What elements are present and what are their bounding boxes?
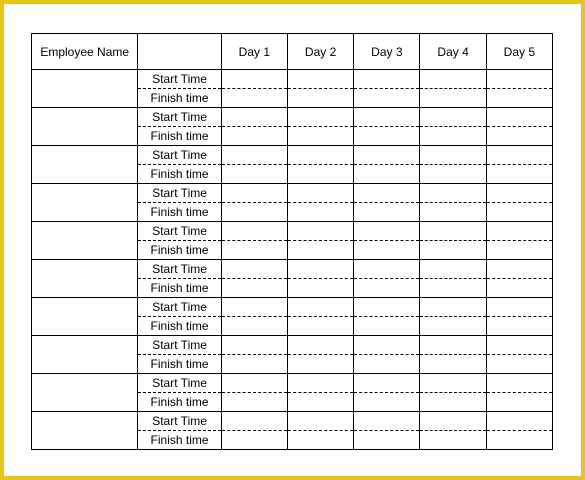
day-5-header: Day 5 — [486, 34, 552, 70]
employee-start-row — [32, 222, 553, 241]
finish-time-day-1-cell[interactable] — [221, 241, 287, 260]
finish-time-day-1-cell[interactable] — [221, 89, 287, 108]
employee-name-cell[interactable] — [32, 260, 138, 298]
finish-time-day-3-cell[interactable] — [354, 165, 420, 184]
start-time-day-4-cell[interactable] — [420, 108, 486, 127]
finish-time-day-1-cell[interactable] — [221, 279, 287, 298]
employee-start-row — [32, 108, 553, 127]
finish-time-day-5-cell[interactable] — [486, 241, 552, 260]
employee-start-row — [32, 298, 553, 317]
label-column-header — [138, 34, 221, 70]
start-time-day-2-cell[interactable] — [287, 336, 353, 355]
employee-name-cell[interactable] — [32, 374, 138, 412]
timesheet-sheet — [31, 33, 553, 450]
finish-time-label: Finish time — [138, 355, 221, 374]
finish-time-day-2-cell[interactable] — [287, 127, 353, 146]
finish-time-day-2-cell[interactable] — [287, 165, 353, 184]
start-time-day-3-cell[interactable] — [354, 184, 420, 203]
start-time-day-5-cell[interactable] — [486, 108, 552, 127]
start-time-day-1-cell[interactable] — [221, 336, 287, 355]
finish-time-day-4-cell[interactable] — [420, 203, 486, 222]
start-time-day-5-cell[interactable] — [486, 222, 552, 241]
finish-time-label: Finish time — [138, 317, 221, 336]
finish-time-day-3-cell[interactable] — [354, 355, 420, 374]
start-time-day-3-cell[interactable] — [354, 70, 420, 89]
start-time-label: Start Time — [138, 336, 221, 355]
start-time-day-1-cell[interactable] — [221, 70, 287, 89]
start-time-day-4-cell[interactable] — [420, 336, 486, 355]
start-time-day-3-cell[interactable] — [354, 222, 420, 241]
finish-time-label: Finish time — [138, 279, 221, 298]
finish-time-day-2-cell[interactable] — [287, 431, 353, 450]
finish-time-day-1-cell[interactable] — [221, 393, 287, 412]
finish-time-day-1-cell[interactable] — [221, 355, 287, 374]
start-time-day-1-cell[interactable] — [221, 184, 287, 203]
day-4-header: Day 4 — [420, 34, 486, 70]
employee-name-cell[interactable] — [32, 146, 138, 184]
start-time-day-4-cell[interactable] — [420, 184, 486, 203]
start-time-day-3-cell[interactable] — [354, 374, 420, 393]
start-time-day-2-cell[interactable] — [287, 298, 353, 317]
finish-time-day-4-cell[interactable] — [420, 127, 486, 146]
start-time-day-2-cell[interactable] — [287, 374, 353, 393]
start-time-day-4-cell[interactable] — [420, 298, 486, 317]
start-time-day-4-cell[interactable] — [420, 222, 486, 241]
start-time-label: Start Time — [138, 70, 221, 89]
start-time-day-1-cell[interactable] — [221, 374, 287, 393]
start-time-day-1-cell[interactable] — [221, 146, 287, 165]
start-time-day-4-cell[interactable] — [420, 260, 486, 279]
employee-name-cell[interactable] — [32, 298, 138, 336]
finish-time-day-4-cell[interactable] — [420, 165, 486, 184]
finish-time-day-4-cell[interactable] — [420, 279, 486, 298]
employee-start-row — [32, 336, 553, 355]
start-time-day-4-cell[interactable] — [420, 146, 486, 165]
finish-time-day-5-cell[interactable] — [486, 431, 552, 450]
finish-time-day-1-cell[interactable] — [221, 317, 287, 336]
start-time-day-2-cell[interactable] — [287, 184, 353, 203]
employee-start-row — [32, 412, 553, 431]
finish-time-day-4-cell[interactable] — [420, 241, 486, 260]
start-time-day-1-cell[interactable] — [221, 298, 287, 317]
start-time-day-5-cell[interactable] — [486, 70, 552, 89]
finish-time-label: Finish time — [138, 127, 221, 146]
day-1-header: Day 1 — [221, 34, 287, 70]
finish-time-label: Finish time — [138, 89, 221, 108]
start-time-day-3-cell[interactable] — [354, 412, 420, 431]
employee-start-row — [32, 260, 553, 279]
employee-start-row — [32, 374, 553, 393]
finish-time-day-5-cell[interactable] — [486, 165, 552, 184]
start-time-day-3-cell[interactable] — [354, 298, 420, 317]
employee-name-cell[interactable] — [32, 108, 138, 146]
finish-time-day-5-cell[interactable] — [486, 203, 552, 222]
finish-time-day-5-cell[interactable] — [486, 317, 552, 336]
finish-time-day-1-cell[interactable] — [221, 203, 287, 222]
start-time-day-3-cell[interactable] — [354, 336, 420, 355]
start-time-label: Start Time — [138, 108, 221, 127]
finish-time-day-3-cell[interactable] — [354, 393, 420, 412]
finish-time-day-2-cell[interactable] — [287, 355, 353, 374]
timesheet-table — [31, 33, 553, 450]
employee-name-cell[interactable] — [32, 184, 138, 222]
finish-time-label: Finish time — [138, 393, 221, 412]
finish-time-day-4-cell[interactable] — [420, 317, 486, 336]
start-time-day-1-cell[interactable] — [221, 412, 287, 431]
employee-name-cell[interactable] — [32, 70, 138, 108]
finish-time-day-4-cell[interactable] — [420, 431, 486, 450]
finish-time-day-3-cell[interactable] — [354, 241, 420, 260]
employee-start-row — [32, 146, 553, 165]
employee-name-header: Employee Name — [32, 34, 138, 70]
start-time-label: Start Time — [138, 298, 221, 317]
start-time-day-5-cell[interactable] — [486, 260, 552, 279]
start-time-label: Start Time — [138, 260, 221, 279]
finish-time-label: Finish time — [138, 203, 221, 222]
finish-time-day-3-cell[interactable] — [354, 89, 420, 108]
start-time-day-5-cell[interactable] — [486, 374, 552, 393]
employee-start-row — [32, 70, 553, 89]
start-time-day-5-cell[interactable] — [486, 412, 552, 431]
day-2-header: Day 2 — [287, 34, 353, 70]
employee-start-row — [32, 184, 553, 203]
finish-time-day-5-cell[interactable] — [486, 89, 552, 108]
employee-name-cell[interactable] — [32, 222, 138, 260]
finish-time-day-4-cell[interactable] — [420, 89, 486, 108]
finish-time-day-3-cell[interactable] — [354, 317, 420, 336]
finish-time-label: Finish time — [138, 241, 221, 260]
start-time-day-5-cell[interactable] — [486, 184, 552, 203]
finish-time-day-4-cell[interactable] — [420, 355, 486, 374]
finish-time-day-3-cell[interactable] — [354, 127, 420, 146]
start-time-day-1-cell[interactable] — [221, 260, 287, 279]
start-time-day-2-cell[interactable] — [287, 146, 353, 165]
finish-time-label: Finish time — [138, 431, 221, 450]
finish-time-day-5-cell[interactable] — [486, 127, 552, 146]
start-time-day-5-cell[interactable] — [486, 146, 552, 165]
day-3-header: Day 3 — [354, 34, 420, 70]
timesheet-body — [32, 70, 553, 450]
finish-time-day-4-cell[interactable] — [420, 393, 486, 412]
finish-time-day-2-cell[interactable] — [287, 393, 353, 412]
employee-name-cell[interactable] — [32, 336, 138, 374]
start-time-day-2-cell[interactable] — [287, 412, 353, 431]
finish-time-day-3-cell[interactable] — [354, 203, 420, 222]
finish-time-day-5-cell[interactable] — [486, 355, 552, 374]
start-time-day-1-cell[interactable] — [221, 222, 287, 241]
finish-time-day-5-cell[interactable] — [486, 279, 552, 298]
start-time-day-3-cell[interactable] — [354, 146, 420, 165]
start-time-label: Start Time — [138, 222, 221, 241]
finish-time-day-5-cell[interactable] — [486, 393, 552, 412]
finish-time-day-1-cell[interactable] — [221, 165, 287, 184]
start-time-day-4-cell[interactable] — [420, 374, 486, 393]
start-time-day-4-cell[interactable] — [420, 70, 486, 89]
start-time-day-4-cell[interactable] — [420, 412, 486, 431]
finish-time-day-3-cell[interactable] — [354, 431, 420, 450]
start-time-label: Start Time — [138, 184, 221, 203]
finish-time-day-2-cell[interactable] — [287, 89, 353, 108]
header-row — [32, 34, 553, 70]
finish-time-day-2-cell[interactable] — [287, 241, 353, 260]
employee-name-cell[interactable] — [32, 412, 138, 450]
start-time-label: Start Time — [138, 146, 221, 165]
start-time-day-2-cell[interactable] — [287, 70, 353, 89]
finish-time-day-1-cell[interactable] — [221, 431, 287, 450]
start-time-day-5-cell[interactable] — [486, 336, 552, 355]
start-time-day-2-cell[interactable] — [287, 260, 353, 279]
start-time-day-2-cell[interactable] — [287, 222, 353, 241]
finish-time-day-1-cell[interactable] — [221, 127, 287, 146]
start-time-day-5-cell[interactable] — [486, 298, 552, 317]
start-time-day-3-cell[interactable] — [354, 260, 420, 279]
finish-time-day-2-cell[interactable] — [287, 203, 353, 222]
finish-time-label: Finish time — [138, 165, 221, 184]
start-time-day-3-cell[interactable] — [354, 108, 420, 127]
start-time-day-1-cell[interactable] — [221, 108, 287, 127]
start-time-day-2-cell[interactable] — [287, 108, 353, 127]
finish-time-day-2-cell[interactable] — [287, 317, 353, 336]
finish-time-day-3-cell[interactable] — [354, 279, 420, 298]
finish-time-day-2-cell[interactable] — [287, 279, 353, 298]
start-time-label: Start Time — [138, 412, 221, 431]
start-time-label: Start Time — [138, 374, 221, 393]
